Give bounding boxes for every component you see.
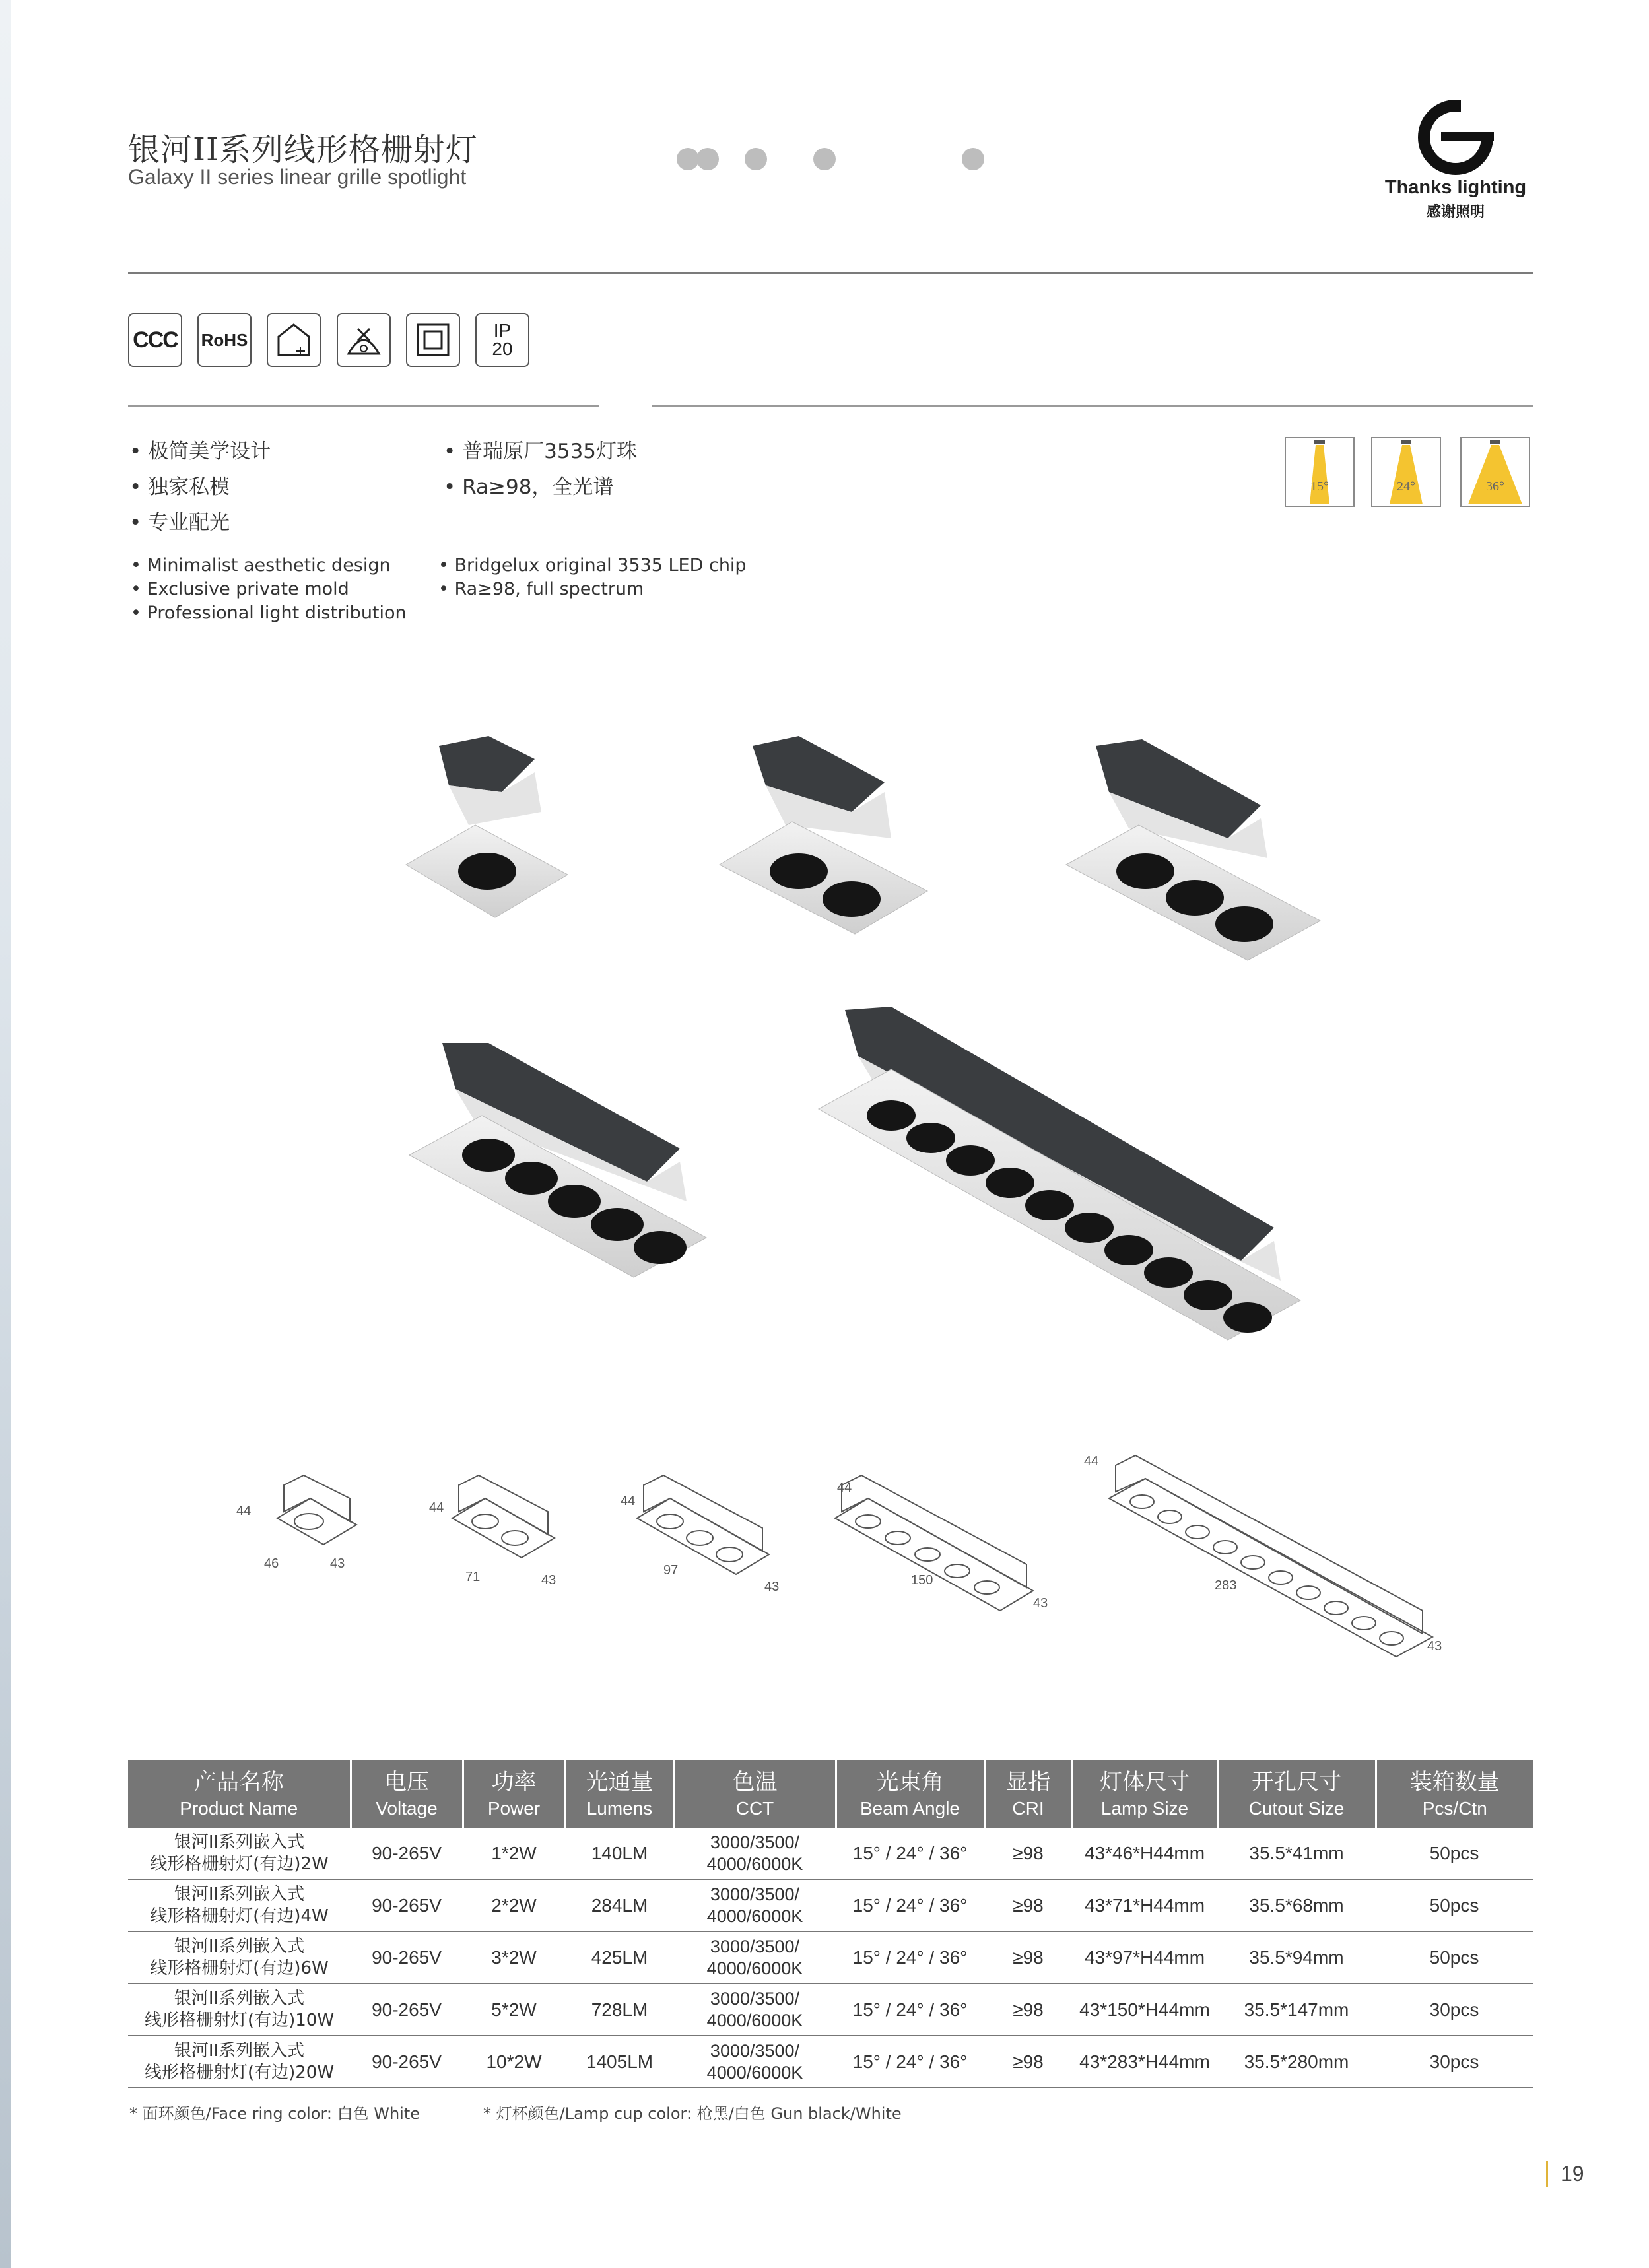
feature-item-en: • Professional light distribution xyxy=(131,601,407,625)
header-pcs-ctn: 装箱数量 Pcs/Ctn xyxy=(1376,1760,1533,1828)
cell-voltage: 90-265V xyxy=(351,1984,463,2036)
cell-beam: 15° / 24° / 36° xyxy=(836,1984,984,2036)
feature-item: • 独家私模 xyxy=(129,469,271,505)
cell-power: 10*2W xyxy=(463,2036,565,2088)
dim-width-3: 43 xyxy=(764,1580,780,1594)
header-divider xyxy=(128,272,1533,274)
cell-power: 3*2W xyxy=(463,1931,565,1984)
page-title-en: Galaxy II series linear grille spotlight xyxy=(128,165,467,189)
header-beam-angle: 光束角 Beam Angle xyxy=(836,1760,984,1828)
cell-lamp-size: 43*46*H44mm xyxy=(1072,1828,1217,1879)
cell-lamp-size: 43*97*H44mm xyxy=(1072,1931,1217,1984)
features-cn-right xyxy=(444,434,637,505)
dot-icon xyxy=(745,148,767,170)
cell-lumens: 284LM xyxy=(565,1879,674,1931)
cell-power: 2*2W xyxy=(463,1879,565,1931)
feature-item-en: • Minimalist aesthetic design xyxy=(131,554,407,578)
rohs-icon: RoHS xyxy=(197,313,252,367)
spec-table xyxy=(128,1760,1533,2088)
cell-lumens: 1405LM xyxy=(565,2036,674,2088)
dim-height-5: 44 xyxy=(1084,1454,1099,1469)
page-edge-decoration xyxy=(0,0,11,2268)
dim-height-3: 44 xyxy=(621,1494,636,1508)
dim-width-2: 43 xyxy=(541,1573,556,1587)
cell-voltage: 90-265V xyxy=(351,2036,463,2088)
product-2-head xyxy=(720,736,927,934)
cell-lamp-size: 43*150*H44mm xyxy=(1072,1984,1217,2036)
product-10-head xyxy=(819,1007,1300,1340)
page-title-cn: 银河II系列线形格栅射灯 xyxy=(128,131,478,168)
cell-beam: 15° / 24° / 36° xyxy=(836,1828,984,1879)
cell-cutout: 35.5*68mm xyxy=(1217,1879,1376,1931)
features-en-left xyxy=(131,554,407,625)
cell-cct: 3000/3500/ 4000/6000K xyxy=(674,1879,836,1931)
cell-beam: 15° / 24° / 36° xyxy=(836,1931,984,1984)
beam-15-icon: 15° xyxy=(1285,437,1355,507)
header-lumens: 光通量 Lumens xyxy=(565,1760,674,1828)
page-number-accent xyxy=(1546,2161,1548,2187)
cell-lumens: 728LM xyxy=(565,1984,674,2036)
section-divider-right xyxy=(652,405,1533,407)
cell-beam: 15° / 24° / 36° xyxy=(836,2036,984,2088)
header-power: 功率 Power xyxy=(463,1760,565,1828)
cell-pcs: 50pcs xyxy=(1376,1931,1533,1984)
cell-cutout: 35.5*147mm xyxy=(1217,1984,1376,2036)
dim-length-2: 71 xyxy=(465,1570,481,1584)
ccc-icon: CCC xyxy=(128,313,182,367)
product-1-head xyxy=(406,736,568,917)
cell-cri: ≥98 xyxy=(984,1828,1072,1879)
cell-power: 1*2W xyxy=(463,1828,565,1879)
table-row xyxy=(128,1879,1533,1931)
section-divider-left xyxy=(128,405,599,407)
cell-pcs: 50pcs xyxy=(1376,1828,1533,1879)
table-header-row xyxy=(128,1760,1533,1828)
dot-icon xyxy=(962,148,984,170)
feature-item: • 普瑞原厂3535灯珠 xyxy=(444,434,637,469)
feature-item: • Ra≥98，全光谱 xyxy=(444,469,637,505)
cell-lumens: 140LM xyxy=(565,1828,674,1879)
cell-product-name: 银河II系列嵌入式 线形格栅射灯(有边)10W xyxy=(128,1984,351,2036)
dim-height-4: 44 xyxy=(837,1481,852,1495)
dim-height-1: 44 xyxy=(236,1504,252,1518)
cell-voltage: 90-265V xyxy=(351,1931,463,1984)
brand-logo xyxy=(1370,99,1541,231)
feature-item-en: • Bridgelux original 3535 LED chip xyxy=(438,554,747,578)
cell-cutout: 35.5*41mm xyxy=(1217,1828,1376,1879)
features-en-right xyxy=(438,554,747,601)
brand-name-en: Thanks lighting xyxy=(1384,177,1527,198)
cell-cutout: 35.5*280mm xyxy=(1217,2036,1376,2088)
cell-lamp-size: 43*283*H44mm xyxy=(1072,2036,1217,2088)
cell-product-name: 银河II系列嵌入式 线形格栅射灯(有边)6W xyxy=(128,1931,351,1984)
dim-width-4: 43 xyxy=(1033,1596,1048,1611)
ip20-icon: IP 20 xyxy=(475,313,529,367)
cell-cri: ≥98 xyxy=(984,1931,1072,1984)
product-3-head xyxy=(1066,739,1320,960)
feature-item-en: • Exclusive private mold xyxy=(131,578,407,601)
header-lamp-size: 灯体尺寸 Lamp Size xyxy=(1072,1760,1217,1828)
feature-item-en: • Ra≥98, full spectrum xyxy=(438,578,747,601)
dim-length-5: 283 xyxy=(1215,1578,1237,1593)
page-number: 19 xyxy=(1561,2162,1584,2185)
header-cct: 色温 CCT xyxy=(674,1760,836,1828)
cell-cct: 3000/3500/ 4000/6000K xyxy=(674,2036,836,2088)
decorative-dots xyxy=(677,148,987,174)
cell-power: 5*2W xyxy=(463,1984,565,2036)
cell-cutout: 35.5*94mm xyxy=(1217,1931,1376,1984)
cell-pcs: 30pcs xyxy=(1376,2036,1533,2088)
dim-height-2: 44 xyxy=(429,1500,444,1515)
cell-product-name: 银河II系列嵌入式 线形格栅射灯(有边)20W xyxy=(128,2036,351,2088)
dot-icon xyxy=(677,148,699,170)
cell-cct: 3000/3500/ 4000/6000K xyxy=(674,1828,836,1879)
dim-length-3: 97 xyxy=(663,1563,679,1578)
cell-product-name: 银河II系列嵌入式 线形格栅射灯(有边)4W xyxy=(128,1879,351,1931)
cell-cct: 3000/3500/ 4000/6000K xyxy=(674,1984,836,2036)
cell-voltage: 90-265V xyxy=(351,1828,463,1879)
cell-lamp-size: 43*71*H44mm xyxy=(1072,1879,1217,1931)
note-face-ring: * 面环颜色/Face ring color: 白色 White xyxy=(129,2104,421,2123)
cell-beam: 15° / 24° / 36° xyxy=(836,1879,984,1931)
dim-width-1: 43 xyxy=(330,1556,345,1571)
cell-cri: ≥98 xyxy=(984,2036,1072,2088)
dim-length-4: 150 xyxy=(911,1573,933,1587)
table-row xyxy=(128,1984,1533,2036)
no-cover-insulation-icon xyxy=(337,313,391,367)
cell-cct: 3000/3500/ 4000/6000K xyxy=(674,1931,836,1984)
cell-pcs: 30pcs xyxy=(1376,1984,1533,2036)
note-lamp-cup: * 灯杯颜色/Lamp cup color: 枪黑/白色 Gun black/White xyxy=(483,2104,902,2123)
logo-g-icon xyxy=(1370,99,1541,177)
feature-item: • 极简美学设计 xyxy=(129,434,271,469)
cell-cri: ≥98 xyxy=(984,1879,1072,1931)
cell-product-name: 银河II系列嵌入式 线形格栅射灯(有边)2W xyxy=(128,1828,351,1879)
indoor-house-icon xyxy=(267,313,321,367)
header-cri: 显指 CRI xyxy=(984,1760,1072,1828)
product-photos xyxy=(370,713,1333,1360)
dim-length-1: 46 xyxy=(264,1556,279,1571)
cell-cri: ≥98 xyxy=(984,1984,1072,2036)
cell-lumens: 425LM xyxy=(565,1931,674,1984)
beam-24-icon: 24° xyxy=(1371,437,1441,507)
cell-voltage: 90-265V xyxy=(351,1879,463,1931)
product-5-head xyxy=(409,1043,706,1277)
dot-icon xyxy=(813,148,836,170)
header-voltage: 电压 Voltage xyxy=(351,1760,463,1828)
header-product-name: 产品名称 Product Name xyxy=(128,1760,351,1828)
dimension-drawings xyxy=(224,1419,1465,1663)
features-cn-left xyxy=(129,434,271,541)
table-row xyxy=(128,2036,1533,2088)
table-row xyxy=(128,1828,1533,1879)
feature-item: • 专业配光 xyxy=(129,505,271,541)
table-row xyxy=(128,1931,1533,1984)
beam-36-icon: 36° xyxy=(1460,437,1530,507)
header-cutout-size: 开孔尺寸 Cutout Size xyxy=(1217,1760,1376,1828)
class-ii-double-square-icon xyxy=(406,313,460,367)
brand-name-cn: 感谢照明 xyxy=(1426,204,1485,220)
dim-width-5: 43 xyxy=(1427,1639,1442,1653)
dot-icon xyxy=(696,148,719,170)
cell-pcs: 50pcs xyxy=(1376,1879,1533,1931)
